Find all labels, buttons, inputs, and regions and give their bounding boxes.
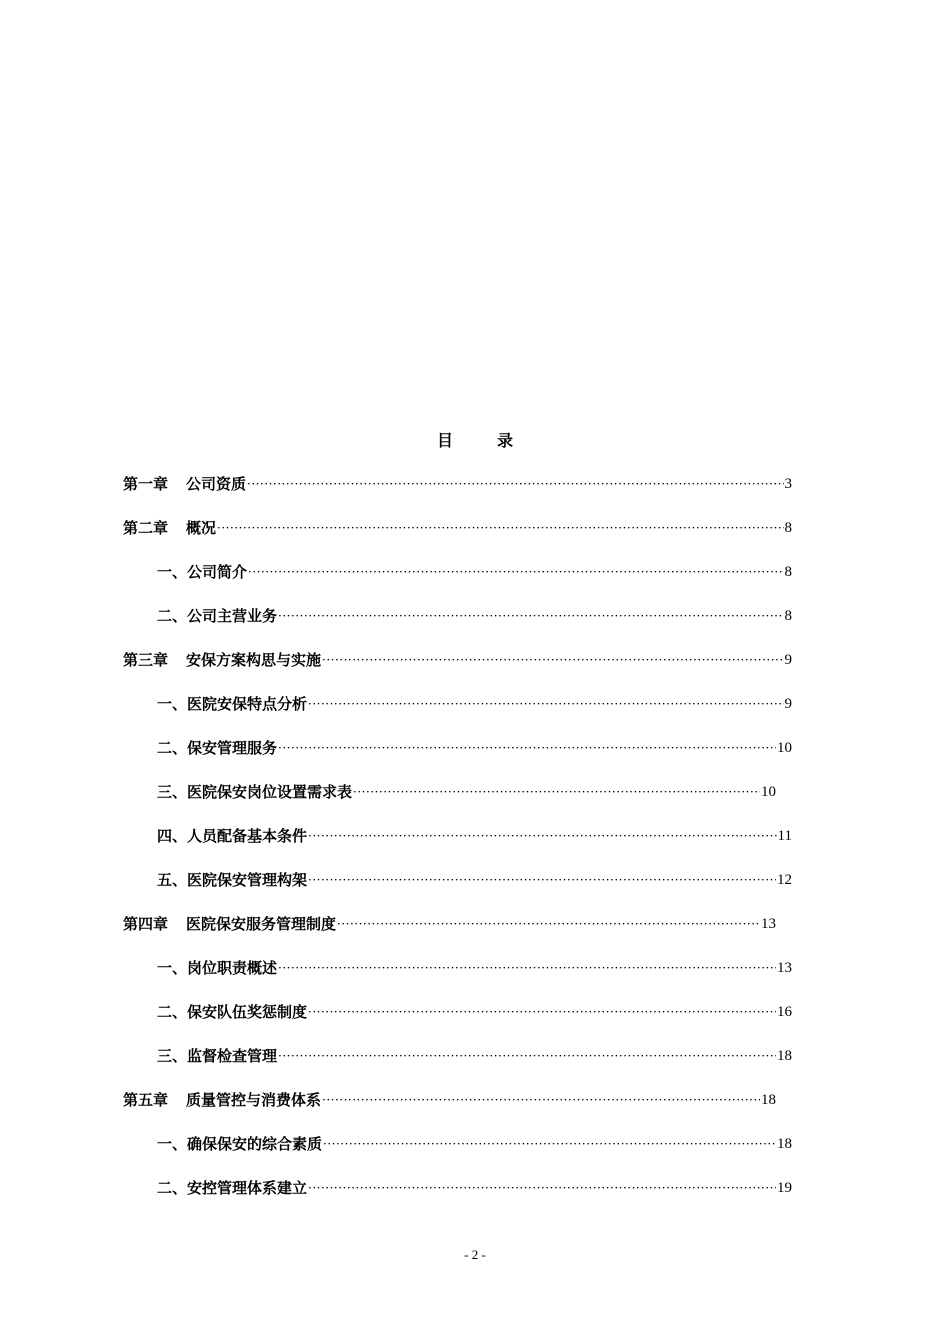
- toc-entry-title: 二、保安队伍奖惩制度: [157, 1003, 308, 1021]
- toc-entry-page: 9: [784, 696, 792, 712]
- toc-entry-page: 9: [784, 652, 792, 668]
- toc-entry[interactable]: [157, 822, 792, 850]
- toc-entry-label: [157, 822, 307, 850]
- toc-entry-label: [157, 1174, 307, 1202]
- toc-entry-label: [123, 646, 321, 674]
- toc-entry-label: [157, 778, 352, 806]
- toc-entry[interactable]: [157, 602, 792, 630]
- toc-entry-chapter: 第四章: [123, 915, 169, 933]
- toc-entry-title: 一、公司简介: [157, 563, 248, 581]
- toc-entry-leader: [308, 690, 783, 718]
- toc-entry[interactable]: [123, 910, 776, 938]
- toc-entry-leader: [278, 1042, 776, 1070]
- toc-entry-leader: [248, 558, 783, 586]
- toc-entry-title: 四、人员配备基本条件: [157, 827, 308, 845]
- toc-entry-page: 16: [777, 1004, 792, 1020]
- toc-entry-page: 18: [761, 1092, 776, 1108]
- toc-entry[interactable]: [157, 558, 792, 586]
- toc-entry-label: [157, 602, 277, 630]
- toc-entry-label: [157, 1042, 277, 1070]
- toc-title-right: 录: [497, 431, 514, 450]
- toc-entry-page: 10: [777, 740, 792, 756]
- toc-entry[interactable]: [157, 998, 792, 1026]
- toc-entry-chapter: 第三章: [123, 651, 169, 669]
- toc-entry-leader: [247, 470, 783, 498]
- toc-entry-page: 10: [761, 784, 776, 800]
- page-number: - 2 -: [464, 1247, 486, 1262]
- toc-entry[interactable]: [157, 778, 776, 806]
- toc-entry-chapter: 第一章: [123, 475, 169, 493]
- toc-entry-leader: [322, 1086, 760, 1114]
- toc-entry-page: 13: [761, 916, 776, 932]
- toc-entry-label: [123, 1086, 321, 1114]
- toc-entry-label: [157, 954, 277, 982]
- toc-entry-page: 8: [784, 608, 792, 624]
- toc-entry[interactable]: [157, 734, 792, 762]
- toc-entry-title: 一、确保保安的综合素质: [157, 1135, 323, 1153]
- toc-entry-label: [157, 998, 307, 1026]
- toc-entry[interactable]: [157, 1174, 792, 1202]
- toc-entry-title: 公司资质: [186, 475, 247, 493]
- toc-entry[interactable]: [157, 954, 792, 982]
- toc-entry-leader: [308, 866, 776, 894]
- toc-entry-page: 8: [784, 520, 792, 536]
- toc-entry-leader: [308, 822, 777, 850]
- toc-entry-title: 概况: [186, 519, 217, 537]
- toc-entry-page: 18: [777, 1136, 792, 1152]
- toc-entry-label: [157, 558, 247, 586]
- toc-entry-label: [157, 1130, 322, 1158]
- toc-title-left: 目: [436, 431, 453, 450]
- toc-entry-title: 二、公司主营业务: [157, 607, 278, 625]
- toc-title: [0, 428, 950, 451]
- toc-entry-leader: [278, 602, 783, 630]
- toc-entry-page: 12: [777, 872, 792, 888]
- toc-entry-leader: [308, 1174, 776, 1202]
- toc-entry-title: 安保方案构思与实施: [186, 651, 322, 669]
- toc-entry-page: 3: [784, 476, 792, 492]
- toc-entry-label: [123, 910, 336, 938]
- toc-entry-page: 11: [777, 828, 792, 844]
- toc-entry-leader: [353, 778, 760, 806]
- toc-entry-title: 二、保安管理服务: [157, 739, 278, 757]
- toc-entry-title: 二、安控管理体系建立: [157, 1179, 308, 1197]
- toc-entry-chapter: 第五章: [123, 1091, 169, 1109]
- toc-entry[interactable]: [157, 690, 792, 718]
- toc-entry[interactable]: [157, 866, 792, 894]
- toc-entry-page: 19: [777, 1180, 792, 1196]
- toc-entry-label: [157, 690, 307, 718]
- toc-entry[interactable]: [123, 1086, 776, 1114]
- toc-entry-title: 质量管控与消费体系: [186, 1091, 322, 1109]
- toc-entry-title: 三、监督检查管理: [157, 1047, 278, 1065]
- toc-entry-title: 一、医院安保特点分析: [157, 695, 308, 713]
- toc-entry-leader: [278, 734, 776, 762]
- toc-entry-leader: [322, 646, 783, 674]
- toc-entry-page: 18: [777, 1048, 792, 1064]
- toc-entry-chapter: 第二章: [123, 519, 169, 537]
- toc-entry[interactable]: [123, 470, 792, 498]
- toc-entry-label: [123, 470, 246, 498]
- toc-entry-label: [157, 866, 307, 894]
- toc-entry-title: 三、医院保安岗位设置需求表: [157, 783, 353, 801]
- toc-entry-title: 医院保安服务管理制度: [186, 915, 337, 933]
- toc-entry-page: 8: [784, 564, 792, 580]
- toc-entry-title: 一、岗位职责概述: [157, 959, 278, 977]
- toc-entry-leader: [308, 998, 776, 1026]
- toc-entry-leader: [337, 910, 760, 938]
- toc-entry[interactable]: [157, 1042, 792, 1070]
- toc-entry-title: 五、医院保安管理构架: [157, 871, 308, 889]
- toc-entry-label: [123, 514, 216, 542]
- toc-entry[interactable]: [123, 514, 792, 542]
- toc-entry-leader: [278, 954, 776, 982]
- toc-entry[interactable]: [157, 1130, 792, 1158]
- toc-entry-label: [157, 734, 277, 762]
- toc-entry-page: 13: [777, 960, 792, 976]
- toc-entry-leader: [323, 1130, 776, 1158]
- toc-entry[interactable]: [123, 646, 792, 674]
- toc-entry-leader: [217, 514, 783, 542]
